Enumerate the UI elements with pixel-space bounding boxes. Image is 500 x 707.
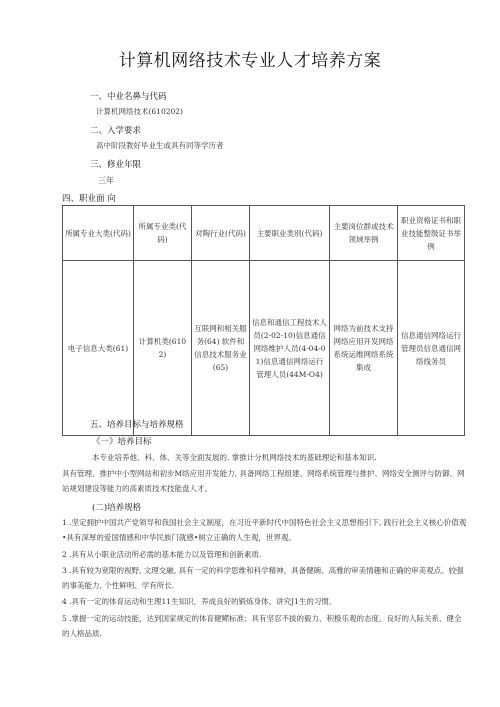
subheading-training-goal: 《一》培养目标 [92, 437, 152, 447]
admission-text: 高中阶段教好毕业生或具有同等学历者 [96, 141, 224, 150]
spec-item-5: 5 .掌握一定的运动技能，达到国家规定的体育健鳏标准；具有坚忍不拔的毅力、积极乐观的态度、良好的人际关系、健全的人格品质. [62, 614, 462, 638]
section-heading-duration: 三、修业年限 [90, 160, 142, 170]
goal-line-1: 本专业培养他、科、体、关等全面发展的. 掌推计分机网络技术的基础理论和基本知识. [92, 453, 377, 462]
table-header-cell: 职业资格证书和职业技能整级证书举例 [398, 206, 465, 261]
subheading-training-spec: (二)培养规格 [92, 503, 142, 513]
table-header-cell: 主要岗位群或技术领域举例 [330, 206, 398, 261]
table-cell: 计算机类(6102) [134, 261, 192, 436]
page-title: 计算机网络技术专业人才培养方案 [118, 51, 382, 71]
table-header-cell: 对陶行业(代码) [192, 206, 250, 261]
spec-item-2: 2 .具有从小职业活动所必需的基本能力以及管理和创新素质. [62, 550, 262, 559]
table-header-cell: 所属专业大类(代码) [63, 206, 134, 261]
table-cell: 信息通信网络运行管理员信息通信网络线务员 [398, 261, 465, 436]
table-header-cell: 主要职业类别(代码) [250, 206, 330, 261]
occupation-table [62, 205, 465, 436]
section-heading-admission: 二、入学要求 [90, 126, 142, 136]
spec-item-4: 4 .具有一定的体育运动和生理11生知识，养成良好的锻炼身体、讲究J1生的习惯。 [62, 597, 337, 606]
spec-item-1: 1 .坚定拥护中国共产党领导和我国社会主义制度，在习近平新时代中国特色社会主义思想指引下, 践行社会主义核心价值观•具有深厚的爱国情感和中华民族门就感•树立正确的人生观，世界观。 [62, 518, 467, 542]
table-header-row [63, 206, 465, 261]
table-row [63, 261, 465, 436]
section-heading-major-code: 一、中业名鼻与代码 [90, 92, 167, 102]
section-heading-occupation: 四、职业面 向 [62, 194, 116, 204]
major-code-text: 计算机网络技术(610202) [96, 107, 183, 116]
table-cell: 信息和通信工程技术人员(2-02-10)信息通信网络维护人员(4-04-01)信息通信网络运行管理人员(44M-O4) [250, 261, 330, 436]
spec-item-3: 3 .具有较为宽限的视野, 文理交融, 具有一定的科学思维和科学精神，具备健碗、高雅的审美情趣和正确的审美观点、较强的事美能力, 个性鲜明、学有所长. [62, 566, 464, 590]
table-cell: 电子信息大类(61) [63, 261, 134, 436]
duration-text: 三年 [98, 176, 114, 185]
table-cell: 网络为前技术支持网络应用开发网络系统运维网络系统集成 [330, 261, 398, 436]
section-heading-goals: 五、培养目标与培养规格 [90, 420, 184, 430]
table-header-cell: 所属专业类(代码) [134, 206, 192, 261]
goal-paragraph: 具有管理、推护中小型网站和初步M络应用开发能力, 具备网络工程组建、网络系统管理与推护、网络安全测评与防御、网站规划建设等能力的高素质技术技能盘人才。 [62, 469, 465, 493]
table-cell: 互联网和相关服务(64) 软件和信息技术服务业(65) [192, 261, 250, 436]
